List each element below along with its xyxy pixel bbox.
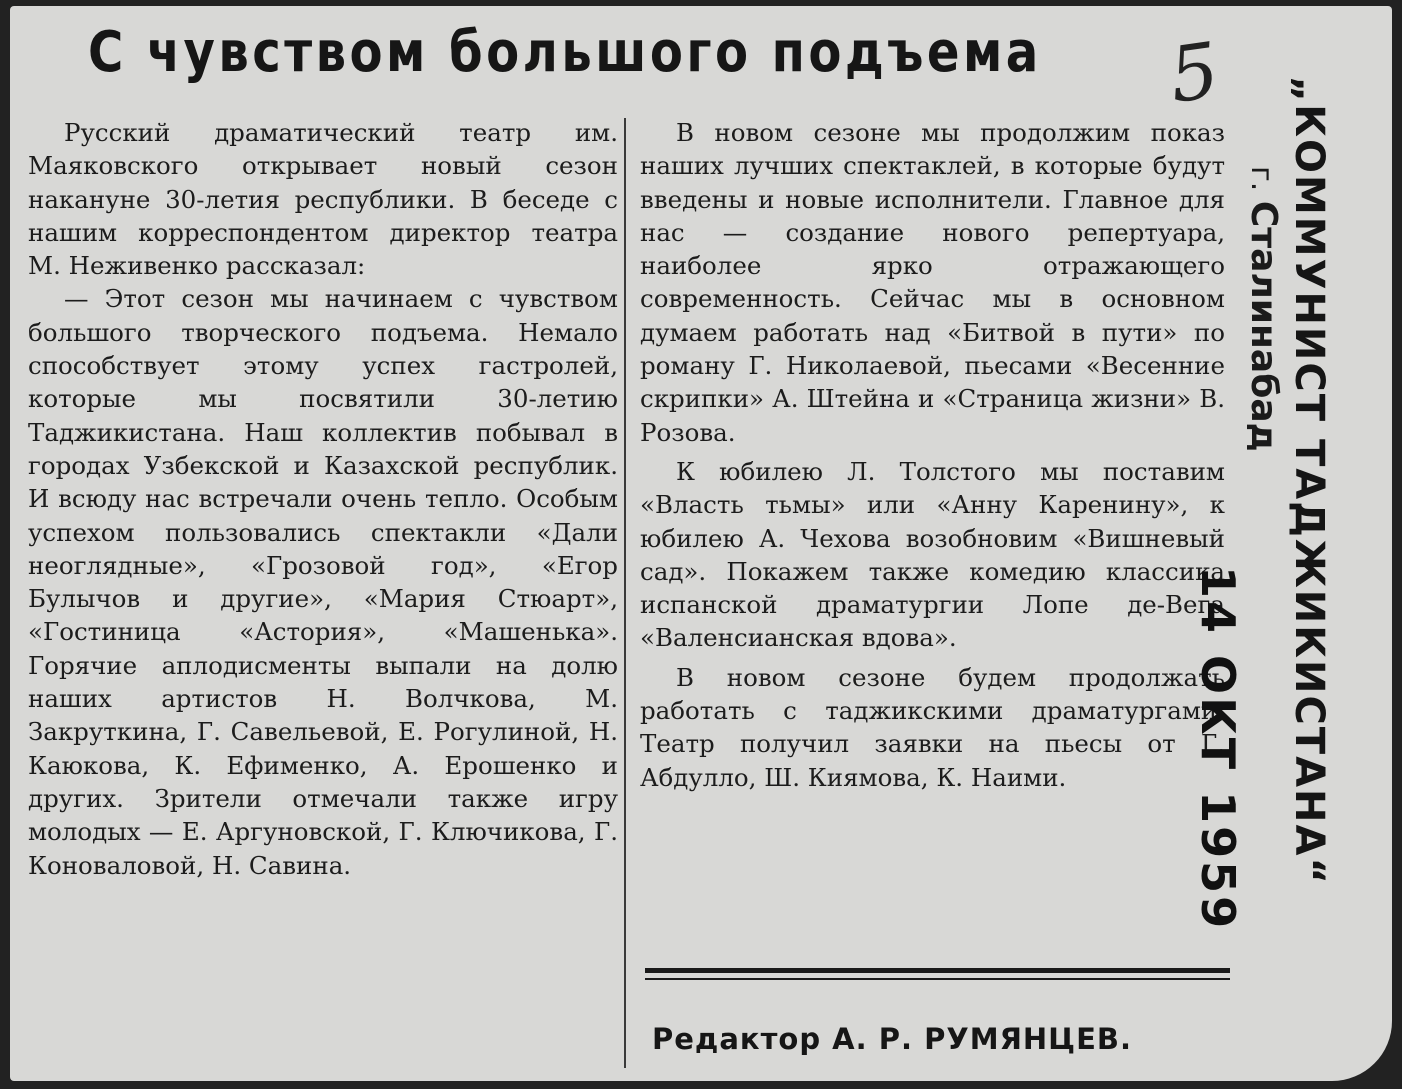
newspaper-stamp bbox=[1191, 46, 1332, 931]
newspaper-clipping bbox=[10, 6, 1392, 1081]
stamp-date: 14 ОКТ 1959 bbox=[1191, 566, 1245, 932]
city-line bbox=[1243, 166, 1284, 931]
headline: С чувством большого подъема bbox=[88, 20, 1042, 85]
city-name: Сталинабад bbox=[1243, 200, 1284, 452]
handwritten-number: 5 bbox=[1164, 25, 1225, 120]
paragraph: Русский драматический театр им. Маяковского открывает новый сезон накануне 30-летия республики. В беседе с нашим корреспондентом директор театра М. Неживенко рассказал: bbox=[28, 118, 618, 281]
newspaper-name: „КОММУНИСТ ТАДЖИКИСТАНА“ bbox=[1286, 76, 1332, 886]
editor-signature: Редактор А. Р. РУМЯНЦЕВ. bbox=[652, 1022, 1133, 1056]
left-column bbox=[28, 116, 618, 882]
separator-thick bbox=[645, 968, 1230, 973]
separator-thin bbox=[645, 978, 1230, 980]
right-column bbox=[640, 116, 1225, 794]
column-divider bbox=[624, 118, 626, 1068]
city-prefix: г. bbox=[1244, 166, 1279, 192]
paragraph: — Этот сезон мы начинаем с чувством большого творческого подъема. Немало способствует этому успех гастролей, которые мы посвятили 30-летию Таджикистана. Наш коллектив побывал в городах Узбекской и Казахской республик. И всюду нас встречали очень тепло. Особым успехом пользовались спектакли «Дали неоглядные», «Грозовой год», «Егор Булычов и другие», «Мария Стюарт», «Гостиница «Астория», «Машенька». Горячие аплодисменты выпали на долю наших артистов Н. Волчкова, М. Закруткина, Г. Савельевой, Е. Рогулиной, Н. Каюкова, К. Ефименко, А. Ерошенко и других. Зрители отмечали также игру молодых — Е. Аргуновской, Г. Ключиковa, Г. Коноваловой, Н. Савина. bbox=[28, 284, 618, 880]
paragraph: В новом сезоне будем продолжать работать с таджикскими драматургами. Театр получил заявки на пьесы от Г. Абдулло, Ш. Киямова, К. Наими. bbox=[640, 662, 1225, 792]
paragraph: В новом сезоне мы продолжим показ наших лучших спектаклей, в которые будут введены и новые исполнители. Главное для нас — создание нового репертуара, наиболее ярко отражающего современность. Сейчас мы в основном думаем работать над «Битвой в пути» по роману Г. Николаевой, пьесами «Весенние скрипки» А. Штейна и «Страница жизни» В. Розова. bbox=[640, 118, 1225, 447]
paragraph: К юбилею Л. Толстого мы поставим «Власть тьмы» или «Анну Каренину», к юбилею А. Чехова возобновим «Вишневый сад». Покажем также комедию классика испанской драматургии Лопе де-Вега «Валенсианская вдова». bbox=[640, 456, 1225, 653]
